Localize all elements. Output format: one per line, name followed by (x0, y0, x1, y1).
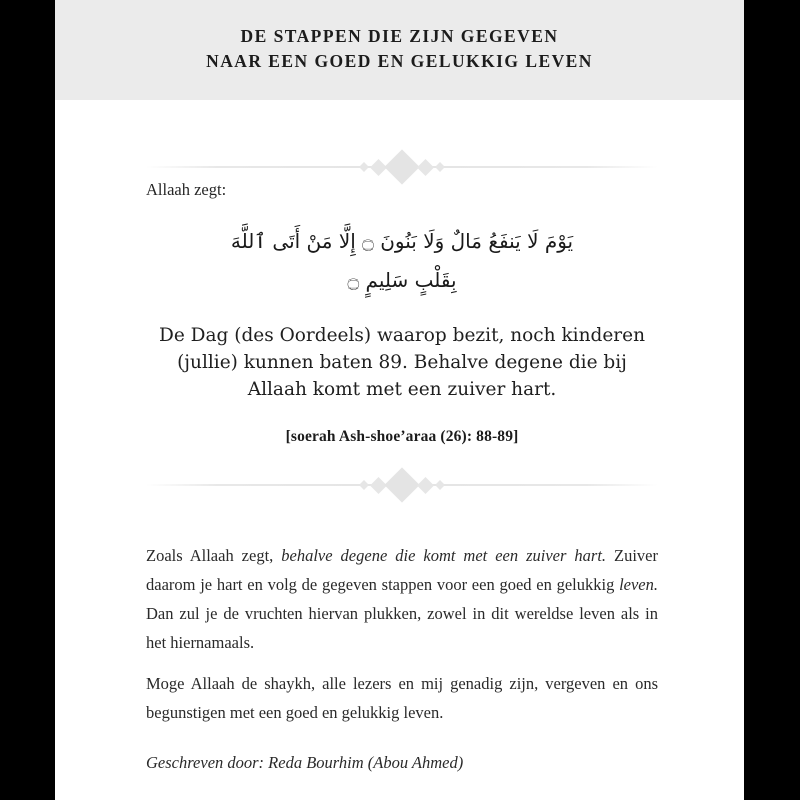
paragraph-1-segment-2: Zuiver daarom je hart en volg de gegeven stappen voor een goed en gelukkig (146, 546, 658, 594)
page-title-line-1: DE STAPPEN DIE ZIJN GEGEVEN (240, 26, 559, 47)
diamond-icon-medium-right (417, 477, 434, 494)
ornamental-divider-bottom (146, 468, 658, 502)
document-page (55, 0, 744, 800)
paragraph-1-segment-3: Dan zul je de vruchten hiervan plukken, zowel in dit wereldse leven als in het hiernamaals. (146, 603, 658, 652)
arabic-verse-line-2: بِقَلْبٍ سَلِيمٍ ۝ (347, 268, 457, 292)
arabic-verse-line-1: يَوْمَ لَا يَنفَعُ مَالٌ وَلَا بَنُونَ ۝ إِلَّا مَنْ أَتَى ٱللَّهَ (230, 229, 574, 253)
paragraph-1-segment-1: Zoals Allaah zegt, (146, 546, 282, 565)
diamond-icon-small-left (359, 162, 369, 172)
source-reference: [soerah Ash-shoe’araa (26): 88-89] (285, 428, 519, 445)
page-header-band (55, 0, 744, 100)
diamond-icon-small-left (359, 480, 369, 490)
page-content (55, 100, 744, 800)
paragraph-1-italic-2: leven. (619, 574, 658, 594)
page-title (206, 24, 593, 76)
diamond-icon-small-right (435, 480, 445, 490)
diamond-icon-medium-right (417, 159, 434, 176)
intro-text: Allaah zegt: (146, 180, 227, 199)
verse-translation: De Dag (des Oordeels) waarop bezit, noch kinderen (jullie) kunnen baten 89. Behalve degene die bij Allaah komt met een zuiver hart. (158, 325, 646, 401)
divider-diamond-cluster (361, 473, 444, 498)
author-signature: Geschreven door: Reda Bourhim (Abou Ahmed) (146, 753, 464, 772)
body-paragraph-2: Moge Allaah de shaykh, alle lezers en mij genadig zijn, vergeven en ons begunstigen met een goed en gelukkig leven. (146, 674, 658, 722)
diamond-icon-small-right (435, 162, 445, 172)
arabic-verse (146, 222, 658, 300)
page-title-line-2: NAAR EEN GOED EN GELUKKIG LEVEN (206, 51, 593, 71)
divider-diamond-cluster (361, 155, 444, 180)
paragraph-1-italic-1: behalve degene die komt met een zuiver hart. (281, 546, 607, 565)
diamond-icon-large-center (384, 467, 419, 502)
body-paragraph-1 (146, 542, 658, 658)
